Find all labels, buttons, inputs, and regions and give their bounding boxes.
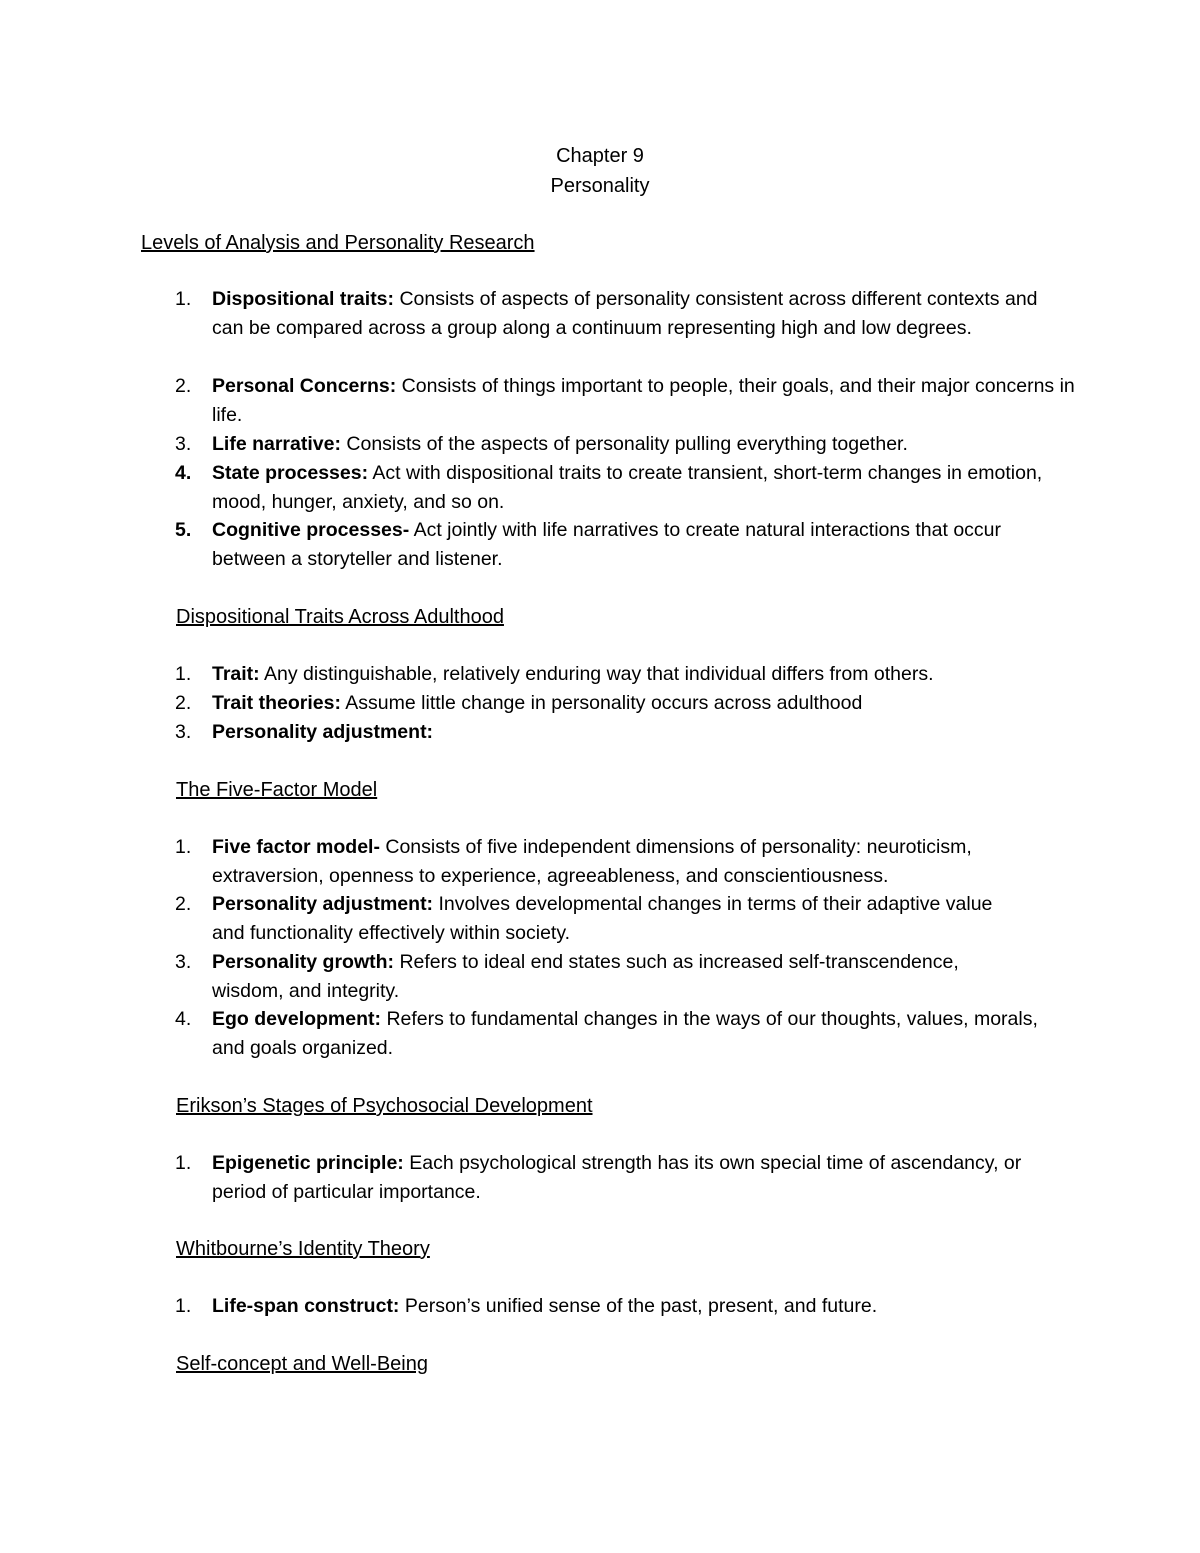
list-item [175,890,1022,948]
section-heading-erikson: Erikson’s Stages of Psychosocial Development [176,1095,593,1117]
section-heading-five-factor-model: The Five-Factor Model [176,779,378,801]
list-term: Epigenetic principle: [212,1152,404,1174]
list-term: Personality adjustment: [212,893,434,915]
list-text: Assume little change in personality occurs across adulthood [340,692,863,714]
list-text: Consists of aspects of personality consistent across different contexts and can be compared across a group along a continuum representing high and low degrees. [212,288,1038,339]
list-term: Life-span construct: [212,1295,400,1317]
list-item [175,833,1082,891]
list-item [175,285,1062,343]
list-item [175,948,1022,1006]
list-text: Consists of things important to people, their goals, and their major concerns in life. [212,375,1075,426]
list-number: 5. [175,519,192,541]
list-text: Consists of five independent dimensions of personality: neuroticism, extraversion, openness to experience, agreeableness, and conscientiousness. [212,836,972,887]
list-term: Five factor model- [212,836,380,858]
list-number: 1. [175,1295,192,1317]
list-term: Personality adjustment: [212,721,434,743]
list-number: 3. [175,433,192,455]
list-term: Trait theories: [212,692,341,714]
list-item [175,1149,1072,1207]
list-text: Consists of the aspects of personality pulling everything together. [340,433,908,455]
list-text: Act jointly with life narratives to create natural interactions that occur between a storyteller and listener. [212,519,1002,570]
list-text: Each psychological strength has its own special time of ascendancy, or period of particular importance. [212,1152,1022,1203]
list-number: 2. [175,692,192,714]
list-item [175,516,1032,574]
list-term: State processes: [212,462,369,484]
list-number: 2. [175,375,192,397]
list-term: Personality growth: [212,951,395,973]
list-number: 4. [175,462,192,484]
chapter-subtitle: Personality [550,175,650,197]
list-number: 1. [175,1152,192,1174]
list-term: Dispositional traits: [212,288,395,310]
section-heading-whitbourne: Whitbourne’s Identity Theory [176,1238,430,1260]
list-text: Any distinguishable, relatively enduring way that individual differs from others. [259,663,934,685]
list-number: 4. [175,1008,192,1030]
list-term: Life narrative: [212,433,341,455]
section-heading-levels-of-analysis: Levels of Analysis and Personality Research [141,232,535,254]
list-term: Trait: [212,663,260,685]
list-text: Refers to fundamental changes in the ways of our thoughts, values, morals, and goals organized. [212,1008,1038,1059]
list-number: 1. [175,663,192,685]
list-number: 3. [175,951,192,973]
list-number: 2. [175,893,192,915]
list-item [175,430,1082,459]
section-heading-self-concept: Self-concept and Well-Being [176,1353,428,1375]
chapter-title: Chapter 9 [556,145,644,167]
list-item [175,372,1082,430]
list-text: Act with dispositional traits to create transient, short-term changes in emotion, mood, hunger, anxiety, and so on. [212,462,1043,513]
list-text: Person’s unified sense of the past, present, and future. [399,1295,878,1317]
section-heading-dispositional-traits: Dispositional Traits Across Adulthood [176,606,504,628]
list-number: 1. [175,836,192,858]
list-text: Refers to ideal end states such as increased self-transcendence, wisdom, and integrity. [212,951,959,1002]
list-term: Personal Concerns: [212,375,397,397]
list-item [175,459,1082,517]
list-term: Ego development: [212,1008,382,1030]
list-item [175,718,1082,747]
list-term: Cognitive processes- [212,519,410,541]
list-number: 1. [175,288,192,310]
list-item [175,689,1082,718]
list-number: 3. [175,721,192,743]
list-item [175,660,1082,689]
list-text: Involves developmental changes in terms of their adaptive value and functionality effectively within society. [212,893,993,944]
list-item [175,1292,1082,1321]
list-item [175,1005,1042,1063]
